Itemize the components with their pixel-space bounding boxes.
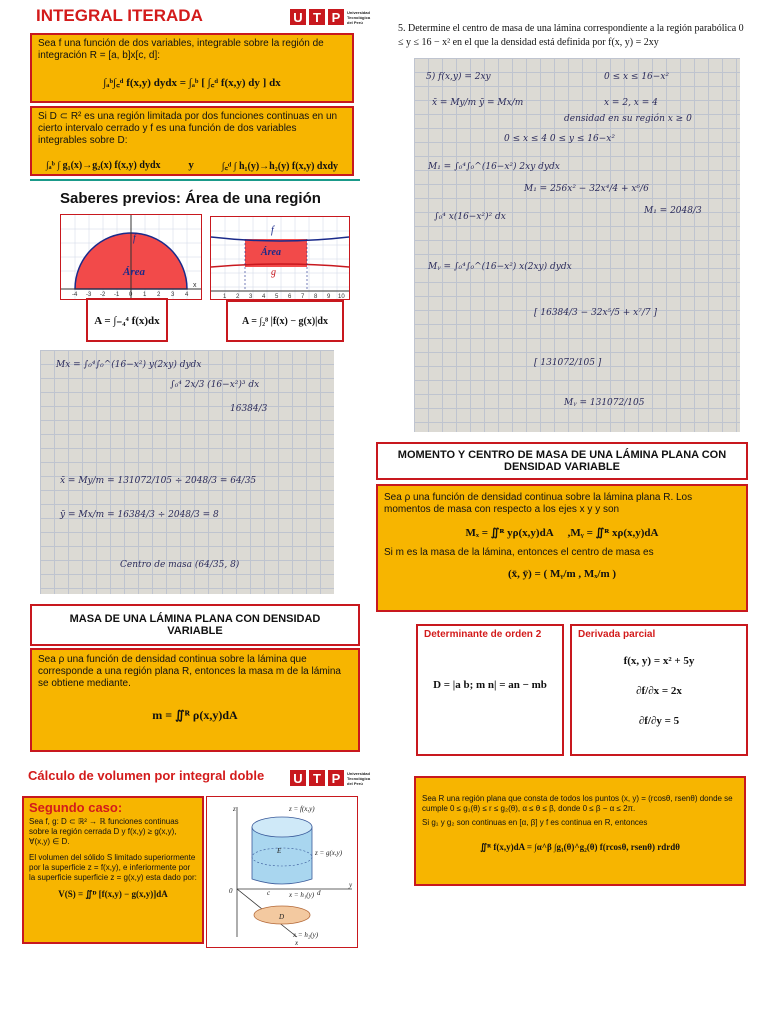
- derivada-dfdx: ∂f/∂x = 2x: [636, 685, 682, 697]
- graph1-tick: -3: [86, 292, 92, 298]
- graph1-tick: -2: [100, 292, 106, 298]
- fig-label-x: x: [295, 939, 299, 947]
- momento-text1: Sea ρ una función de densidad continua sobre la lámina plana R. Los momentos de masa con respecto a los ejes x y y son: [384, 492, 693, 515]
- integral-iterada-box2: [30, 106, 354, 176]
- note-line: x̄ = My/m = 131072/105 ÷ 2048/3 = 64/35: [60, 476, 257, 486]
- momento-formulas: [378, 526, 746, 539]
- graph1-area-label: Área: [123, 266, 145, 278]
- note-line: 0 ≤ x ≤ 4 0 ≤ y ≤ 16−x²: [504, 134, 615, 144]
- note-line: x̄ = My/m ȳ = Mx/m: [432, 98, 524, 108]
- note-line: Mx = ∫₀⁴∫₀^(16−x²) y(2xy) dydx: [56, 360, 202, 370]
- box2-formula-left: ∫ₐᵇ ∫ g₁(x)→g₂(x) f(x,y) dydx: [45, 159, 161, 171]
- fig-label-z: z: [233, 805, 236, 813]
- volumen-title: Cálculo de volumen por integral doble: [28, 768, 265, 783]
- divider: [30, 179, 360, 181]
- graph1-tick: 2: [157, 292, 161, 298]
- utp-logo: [290, 9, 375, 25]
- masa-title: MASA DE UNA LÁMINA PLANA CON DENSIDAD VARIABLE: [69, 613, 321, 637]
- utp-letter-p: P: [328, 770, 344, 786]
- masa-title-box: [30, 604, 360, 646]
- note-line: [ 16384/3 − 32x⁵/5 + x⁷/7 ]: [534, 308, 657, 318]
- graph2-g-label: g: [271, 267, 276, 278]
- graph2-svg: [211, 217, 349, 299]
- momento-box: [376, 484, 748, 612]
- fig-label-y: y: [349, 881, 353, 889]
- graph2-tick: 4: [262, 294, 266, 299]
- determinante-formula: D = |a b; m n| = an − mb: [433, 679, 547, 691]
- momento-text2: Si m es la masa de la lámina, entonces el centro de masa es: [384, 547, 654, 558]
- problem-number: 5.: [398, 23, 406, 34]
- note-line: M₁ = 256x² − 32x⁴/4 + x⁶/6: [524, 184, 649, 194]
- derivada-box: [570, 624, 748, 756]
- polar-text2: Si g₁ y g₂ son continuas en [α, β] y f es continua en R, entonces: [422, 818, 648, 827]
- graph2-f-label: f: [271, 225, 274, 236]
- note-line: Mᵧ = 131072/105: [564, 398, 645, 408]
- fig-label-origin: 0: [229, 887, 233, 895]
- utp-letter-u: U: [290, 770, 306, 786]
- utp-logo-2: [290, 770, 375, 786]
- volumen-text2: El volumen del sólido S limitado superiormente por la superficie z = f(x,y), e inferiormente por la superficie superficie z = g(x,y) esta dado por:: [29, 853, 197, 882]
- note-line: 5) f(x,y) = 2xy: [426, 72, 491, 82]
- note-line: x = 2, x = 4: [604, 98, 658, 108]
- graph2-tick: 2: [236, 294, 240, 299]
- graph1-tick: 3: [171, 292, 175, 298]
- box2-formula-right: ∫꜀ᵈ ∫ h₁(y)→h₂(y) f(x,y) dxdy: [221, 161, 339, 172]
- graph1-tick: -1: [114, 292, 120, 298]
- momento-title: MOMENTO Y CENTRO DE MASA DE UNA LÁMINA PLANA CON DENSIDAD VARIABLE: [397, 449, 727, 473]
- graph1-tick: 4: [185, 292, 189, 298]
- derivada-f: f(x, y) = x² + 5y: [623, 655, 695, 667]
- note-line: 16384/3: [230, 404, 268, 414]
- graph1-tick: -4: [72, 292, 78, 298]
- graph2-formula: A = ∫₂⁸ |f(x) − g(x)|dx: [242, 315, 328, 327]
- graph2-tick: 8: [314, 294, 318, 299]
- utp-caption: Universidad Tecnológica del Perú: [347, 9, 371, 25]
- utp-letter-u: U: [290, 9, 306, 25]
- graph2: [210, 216, 350, 300]
- fig-label-zf: z = f(x,y): [289, 805, 315, 813]
- saberes-title: Saberes previos: Área de una región: [60, 190, 321, 207]
- masa-formula: m = ∬ᴿ ρ(x,y)dA: [152, 708, 238, 722]
- note-line: Centro de masa (64/35, 8): [120, 560, 240, 570]
- graph2-tick: 3: [249, 294, 253, 299]
- note-line: ∫₀⁴ x(16−x²)² dx: [434, 212, 506, 222]
- polar-formula: ∬ᴿ f(x,y)dA = ∫α^β ∫g₁(θ)^g₂(θ) f(rcosθ, rsenθ) rdrdθ: [480, 842, 680, 852]
- utp-letter-p: P: [328, 9, 344, 25]
- polar-box: [414, 776, 746, 886]
- fig-label-h1: x = h₁(y): [289, 891, 315, 899]
- momento-mx: Mₓ = ∬ᴿ yρ(x,y)dA: [465, 527, 554, 539]
- fig-label-d: d: [317, 889, 321, 897]
- box2-y: y: [188, 159, 194, 171]
- note-line: 0 ≤ x ≤ 16−x²: [604, 72, 670, 82]
- graph1: [60, 214, 202, 300]
- integral-iterada-title: INTEGRAL ITERADA: [36, 6, 203, 25]
- fig-label-d-region: D: [279, 913, 285, 921]
- volumen-text1: Sea f, g: D ⊂ ℝ² → ℝ funciones continuas sobre la región cerrada D y f(x,y) ≥ g(x,y), ∀(x,y) ∈ D.: [29, 817, 179, 846]
- box1-formula: ∫ₐᵇ∫꜀ᵈ f(x,y) dydx = ∫ₐᵇ [ ∫꜀ᵈ f(x,y) dy ] dx: [103, 77, 281, 89]
- masa-text: Sea ρ una función de densidad continua sobre la lámina que corresponde a una región plana R, entonces la masa m de la lámina se obtiene mediante.: [38, 654, 341, 689]
- volumen-figure-svg: [207, 797, 357, 947]
- note-line: M₁ = ∫₀⁴∫₀^(16−x²) 2xy dydx: [428, 162, 560, 172]
- note-line: densidad en su región x ≥ 0: [564, 114, 692, 124]
- handwritten-notes-top: [414, 58, 740, 432]
- volumen-box: [22, 796, 204, 944]
- masa-box: [30, 648, 360, 752]
- problem-text: Determine el centro de masa de una lámina correspondiente a la región parabólica 0 ≤ y ≤ 16 − x² en el que la densidad está definida por f(x, y) = 2xy: [398, 23, 744, 48]
- graph1-f-label: f: [133, 233, 136, 244]
- note-line: ȳ = Mx/m = 16384/3 ÷ 2048/3 = 8: [60, 510, 219, 520]
- box2-formulas: [32, 158, 352, 172]
- volumen-formula: V(S) = ∬ᴰ [f(x,y) − g(x,y)]dA: [58, 889, 168, 899]
- utp-caption: Universidad Tecnológica del Perú: [347, 770, 371, 786]
- note-line: Mᵧ = ∫₀⁴∫₀^(16−x²) x(2xy) dydx: [428, 262, 572, 272]
- polar-text1: Sea R una región plana que consta de todos los puntos (x, y) = (rcosθ, rsenθ) donde se cumple 0 ≤ g₁(θ) ≤ r ≤ g₂(θ), α ≤ θ ≤ β, donde 0 ≤ β − α ≤ 2π.: [422, 794, 733, 813]
- graph1-x-label: x: [193, 282, 197, 289]
- fig-label-zg: z = g(x,y): [315, 849, 343, 857]
- graph2-formula-box: [226, 300, 344, 342]
- graph2-tick: 5: [275, 294, 279, 299]
- fig-label-c: c: [267, 889, 271, 897]
- handwritten-notes-mid: [40, 350, 334, 594]
- note-line: [ 131072/105 ]: [534, 358, 602, 368]
- integral-iterada-box1: [30, 33, 354, 103]
- segundo-caso: Segundo caso:: [29, 800, 123, 815]
- graph2-tick: 7: [301, 294, 305, 299]
- graph2-tick: 10: [338, 294, 345, 299]
- determinante-title: Determinante de orden 2: [424, 629, 542, 640]
- graph2-tick: 9: [327, 294, 331, 299]
- momento-title-box: [376, 442, 748, 480]
- fig-label-e: E: [277, 847, 282, 855]
- graph1-tick: 1: [143, 292, 147, 298]
- graph1-formula: A = ∫₋₄⁴ f(x)dx: [94, 314, 160, 327]
- graph2-tick: 6: [288, 294, 292, 299]
- derivada-title: Derivada parcial: [578, 629, 656, 640]
- problem-statement: [398, 22, 750, 50]
- graph1-tick: 0: [129, 292, 133, 298]
- box1-text: Sea f una función de dos variables, integrable sobre la región de integración R = [a, b]x[c, d]:: [38, 38, 324, 61]
- utp-letter-t: T: [309, 770, 325, 786]
- graph2-tick: 1: [223, 294, 227, 299]
- momento-my: ,Mᵧ = ∬ᴿ xρ(x,y)dA: [567, 527, 659, 539]
- graph1-svg: [61, 215, 201, 299]
- graph2-ticks: [223, 294, 345, 299]
- graph1-formula-box: [86, 298, 168, 342]
- fig-label-h2: x = h₂(y): [293, 931, 319, 939]
- volumen-figure: [206, 796, 358, 948]
- utp-letter-t: T: [309, 9, 325, 25]
- note-line: ∫₀⁴ 2x/3 (16−x²)³ dx: [170, 380, 260, 390]
- derivada-dfdy: ∂f/∂y = 5: [638, 715, 680, 727]
- momento-center: (x̄, ȳ) = ( Mᵧ/m , Mₓ/m ): [507, 568, 617, 580]
- box2-text: Si D ⊂ R² es una región limitada por dos funciones continuas en un cierto intervalo cerrado y f es una función de dos variables integrables sobre D:: [38, 111, 338, 146]
- note-line: M₁ = 2048/3: [644, 206, 702, 216]
- graph2-area-label: Área: [261, 247, 281, 258]
- determinante-box: [416, 624, 564, 756]
